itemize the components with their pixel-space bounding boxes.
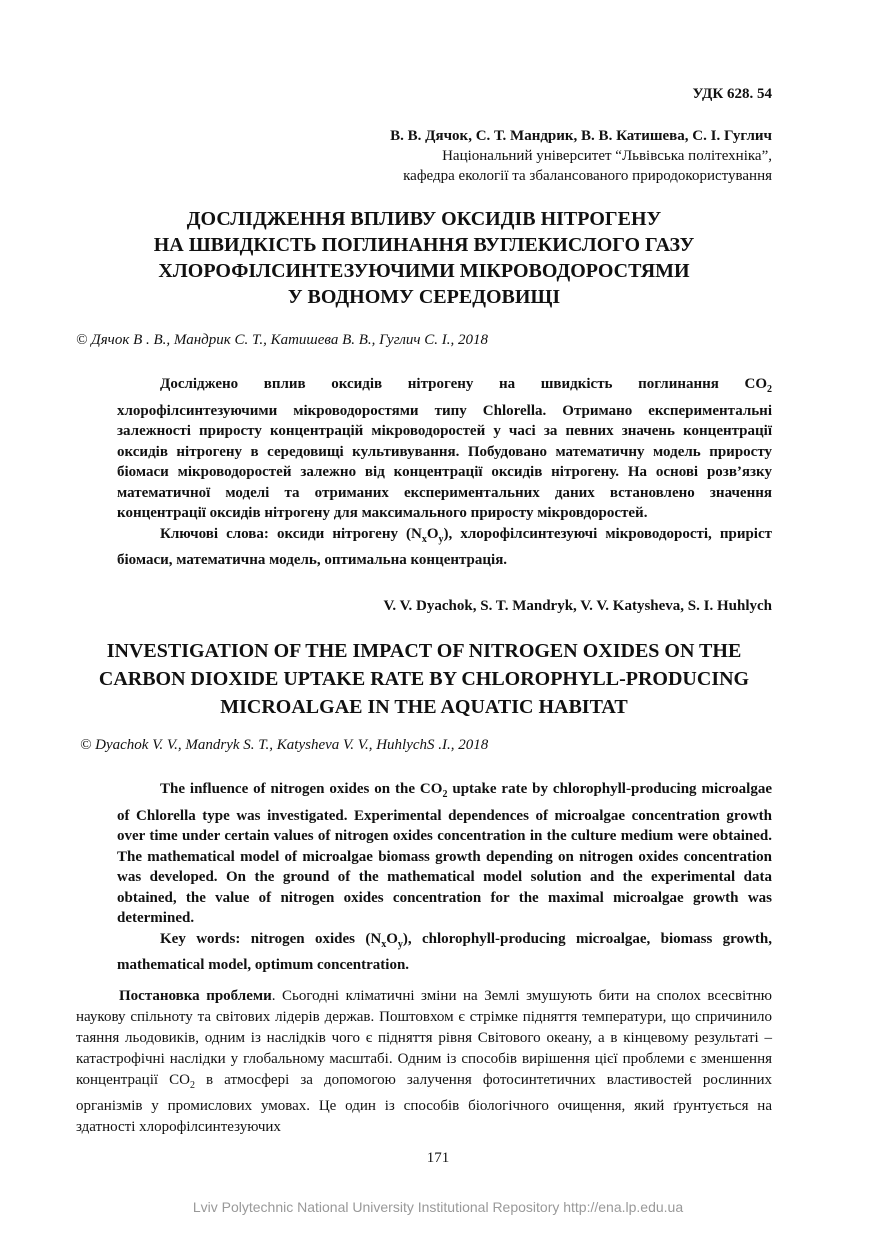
affiliation-block xyxy=(390,126,772,186)
title-en xyxy=(90,637,758,721)
abstract-en xyxy=(117,779,772,976)
abstract-en-text: The influence of nitrogen oxides on the $CO_2$ uptake rate by chlorophyll-producing microalgae of Chlorella type was investigated. Experimental dependences of microalgae concentration growth over time under certain values of nitrogen oxides concentration in the culture medium were obtained. The mathematical model of microalgae biomass growth depending on nitrogen oxides concentration was developed. On the ground of the mathematical model solution and the experimental data obtained, the value of nitrogen oxides concentration for the maximal microalgae growth was determined. xyxy=(117,781,772,926)
abstract-ua-text: Досліджено вплив оксидів нітрогену на швидкість поглинання $CO_2$ хлорофілсинтезуючими мікроводоростями типу Chlorella. Отримано експериментальні залежності приросту концентрацій мікроводоростей у часі за певних значень концентрації оксидів нітрогену в середовищі культивування. Побудовано математичну модель приросту біомаси мікроводоростей залежно від концентрації оксидів нітрогену. На основі розв’язку математичної моделі та отриманих експериментальних даних встановлено значення концентрації оксидів нітрогену для максимального приросту мікровдоростей. xyxy=(117,376,772,521)
title-en-line: CARBON DIOXIDE UPTAKE RATE BY CHLOROPHYLL-PRODUCING xyxy=(98,668,750,690)
body-paragraph: Постановка проблеми. Сьогодні кліматичні зміни на Землі змушують бити на сполох всесвітню наукову спільноту та світових лідерів держав. Поштовхом є стрімке підняття температури, що спричинило таяння льодовиків, одним із наслідків чого є підняття рівня Світового океану, а в кінцевому результаті – катастрофічні наслідки у глобальному масштабі. Одним із способів вирішення цієї проблеми є зменшення концентрації $CO_2$ в атмосфері за допомогою залучення фотосинтетичних властивостей рослинних організмів у промислових умовах. Це один із способів біологічного очищення, який ґрунтується на здатності хлорофілсинтезуючих xyxy=(76,988,772,1135)
title-en-line: INVESTIGATION OF THE IMPACT OF NITROGEN OXIDES ON THE xyxy=(106,640,742,662)
abstract-ua xyxy=(117,374,772,571)
title-ua-line: У ВОДНОМУ СЕРЕДОВИЩІ xyxy=(287,286,561,308)
body-text xyxy=(76,986,772,1138)
udk-code: УДК 628. 54 xyxy=(692,86,772,102)
title-ua-line: ДОСЛІДЖЕННЯ ВПЛИВУ ОКСИДІВ НІТРОГЕНУ xyxy=(186,208,662,230)
title-ua-line: НА ШВИДКІСТЬ ПОГЛИНАННЯ ВУГЛЕКИСЛОГО ГАЗУ xyxy=(153,234,695,256)
authors-ua: В. В. Дячок, С. Т. Мандрик, В. В. Катишева, С. І. Гуглич xyxy=(390,128,772,144)
copyright-en: © Dyachok V. V., Mandryk S. T., Katysheva V. V., HuhlychS .I., 2018 xyxy=(80,737,489,753)
title-ua xyxy=(104,206,744,310)
authors-en: V. V. Dyachok, S. T. Mandryk, V. V. Katysheva, S. I. Huhlych xyxy=(383,598,772,614)
title-en-line: MICROALGAE IN THE AQUATIC HABITAT xyxy=(220,696,628,718)
copyright-ua: © Дячок В . В., Мандрик С. Т., Катишева В. В., Гуглич С. І., 2018 xyxy=(76,332,489,348)
section-lead: Постановка проблеми xyxy=(119,988,272,1004)
affiliation-line-1: Національний університет “Львівська політехніка”, xyxy=(442,148,772,164)
title-ua-line: ХЛОРОФІЛСИНТЕЗУЮЧИМИ МІКРОВОДОРОСТЯМИ xyxy=(158,260,690,282)
affiliation-line-2: кафедра екології та збалансованого природокористування xyxy=(403,168,772,184)
page-number: 171 xyxy=(426,1150,450,1166)
keywords-en: Key words: nitrogen oxides $(N_xO_y)$, chlorophyll-producing microalgae, biomass growth, mathematical model, optimum concentration. xyxy=(117,930,772,973)
repository-footer: Lviv Polytechnic National University Institutional Repository http://ena.lp.edu.ua xyxy=(192,1199,684,1215)
keywords-ua: Ключові слова: оксиди нітрогену $(N_xO_y)$, хлорофілсинтезуючі мікроводорості, приріст біомаси, математична модель, оптимальна концентрація. xyxy=(117,525,773,568)
